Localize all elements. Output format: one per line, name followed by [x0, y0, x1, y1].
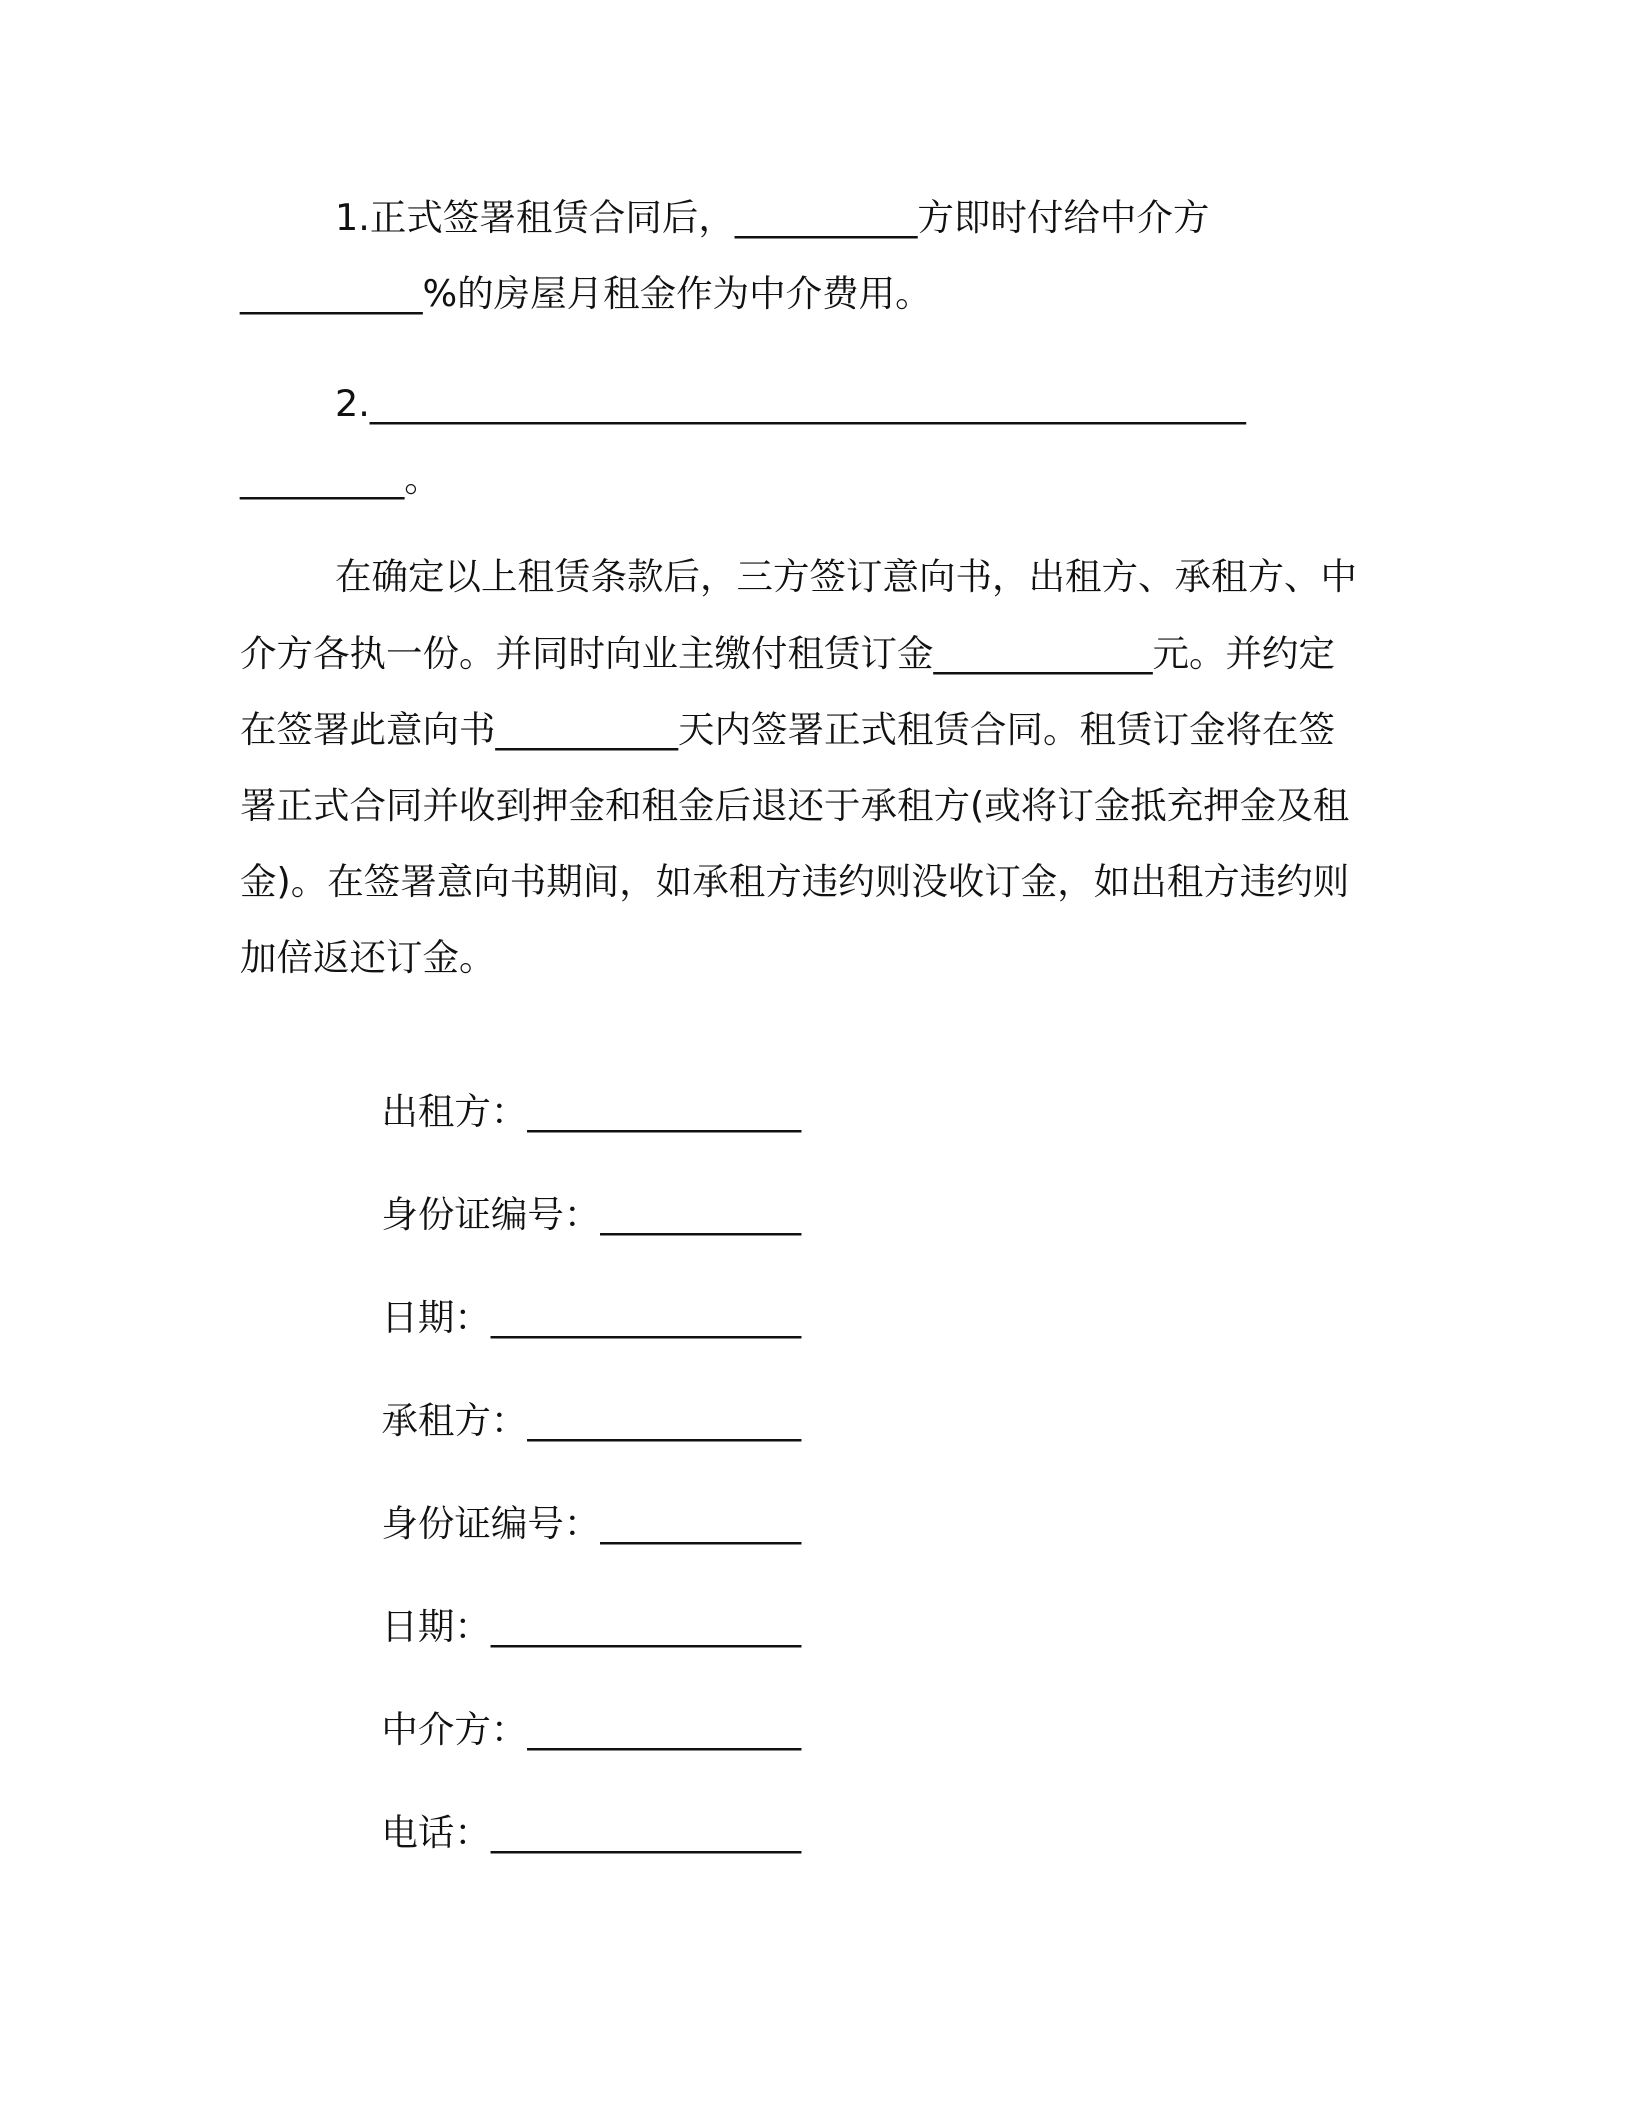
signature-label: 身份证编号：	[381, 1502, 601, 1545]
signature-label: 电话：	[381, 1811, 491, 1854]
clause-1-line-1: 1.正式签署租赁合同后，__________方即时付给中介方	[335, 196, 1210, 239]
confirmation-line-4: 署正式合同并收到押金和租金后退还于承租方(或将订金抵充押金及租	[240, 784, 1350, 827]
confirmation-line-3: 在签署此意向书__________天内签署正式租赁合同。租赁订金将在签	[240, 708, 1335, 751]
signature-blank: _______________	[527, 1399, 802, 1442]
signature-label: 承租方：	[381, 1399, 528, 1442]
signature-blank: ___________	[600, 1502, 802, 1545]
signature-label: 出租方：	[381, 1090, 528, 1133]
signature-blank: ___________	[600, 1193, 802, 1236]
confirmation-line-2: 介方各执一份。并同时向业主缴付租赁订金____________元。并约定	[240, 632, 1335, 675]
signature-blank: _________________	[490, 1296, 802, 1339]
signature-label: 中介方：	[381, 1708, 528, 1751]
signature-blank: _________________	[490, 1811, 802, 1854]
confirmation-line-5: 金)。在签署意向书期间，如承租方违约则没收订金，如出租方违约则	[240, 860, 1350, 903]
clause-2-line-1: 2.________________________________________________	[335, 382, 1246, 425]
signature-label: 日期：	[381, 1296, 491, 1339]
clause-1-line-2: __________%的房屋月租金作为中介费用。	[240, 272, 932, 315]
signature-label: 身份证编号：	[381, 1193, 601, 1236]
signature-label: 日期：	[381, 1605, 491, 1648]
clause-2-line-2: _________。	[240, 457, 441, 500]
signature-blank: _______________	[527, 1090, 802, 1133]
confirmation-line-1: 在确定以上租赁条款后，三方签订意向书，出租方、承租方、中	[335, 555, 1357, 598]
confirmation-line-6: 加倍返还订金。	[240, 936, 496, 979]
signature-blank: _______________	[527, 1708, 802, 1751]
signature-blank: _________________	[490, 1605, 802, 1648]
signature-phone	[335, 1761, 801, 1905]
